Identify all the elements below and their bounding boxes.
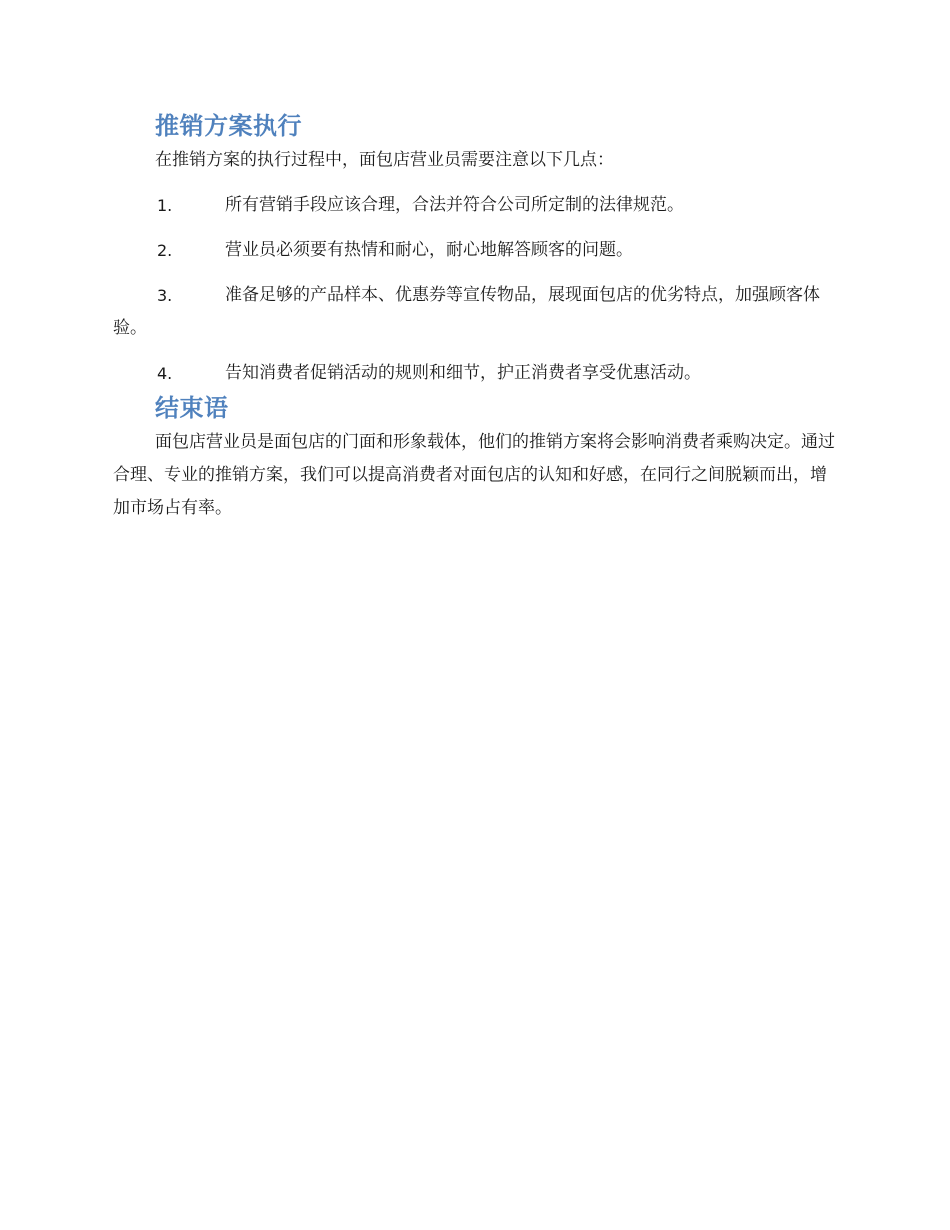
- document-content: [113, 108, 839, 525]
- list-item-number: 3.: [157, 286, 173, 305]
- list-item-text: 营业员必须要有热情和耐心，耐心地解答顾客的问题。: [225, 240, 633, 260]
- list-item-number: 2.: [157, 241, 173, 260]
- list-item-text: 所有营销手段应该合理，合法并符合公司所定制的法律规范。: [225, 195, 684, 215]
- section-heading-execution: 推销方案执行: [155, 112, 302, 140]
- list-item-text: 准备足够的产品样本、优惠券等宣传物品，展现面包店的优劣特点，加强顾客体验。: [113, 285, 820, 338]
- list-item: [113, 357, 839, 390]
- list-item: [113, 189, 839, 222]
- execution-points-list: [113, 189, 839, 390]
- execution-intro-paragraph: 在推销方案的执行过程中，面包店营业员需要注意以下几点：: [155, 150, 614, 170]
- list-item-number: 4.: [157, 364, 173, 383]
- conclusion-paragraph: 面包店营业员是面包店的门面和形象载体，他们的推销方案将会影响消费者乘购决定。通过合理、专业的推销方案，我们可以提高消费者对面包店的认知和好感，在同行之间脱颖而出，增加市场占有率。: [113, 432, 835, 518]
- list-item-text: 告知消费者促销活动的规则和细节，护正消费者享受优惠活动。: [225, 363, 701, 383]
- list-item: [113, 234, 839, 267]
- list-item: [113, 279, 839, 345]
- section-heading-conclusion: 结束语: [155, 394, 229, 422]
- list-item-number: 1.: [157, 196, 173, 215]
